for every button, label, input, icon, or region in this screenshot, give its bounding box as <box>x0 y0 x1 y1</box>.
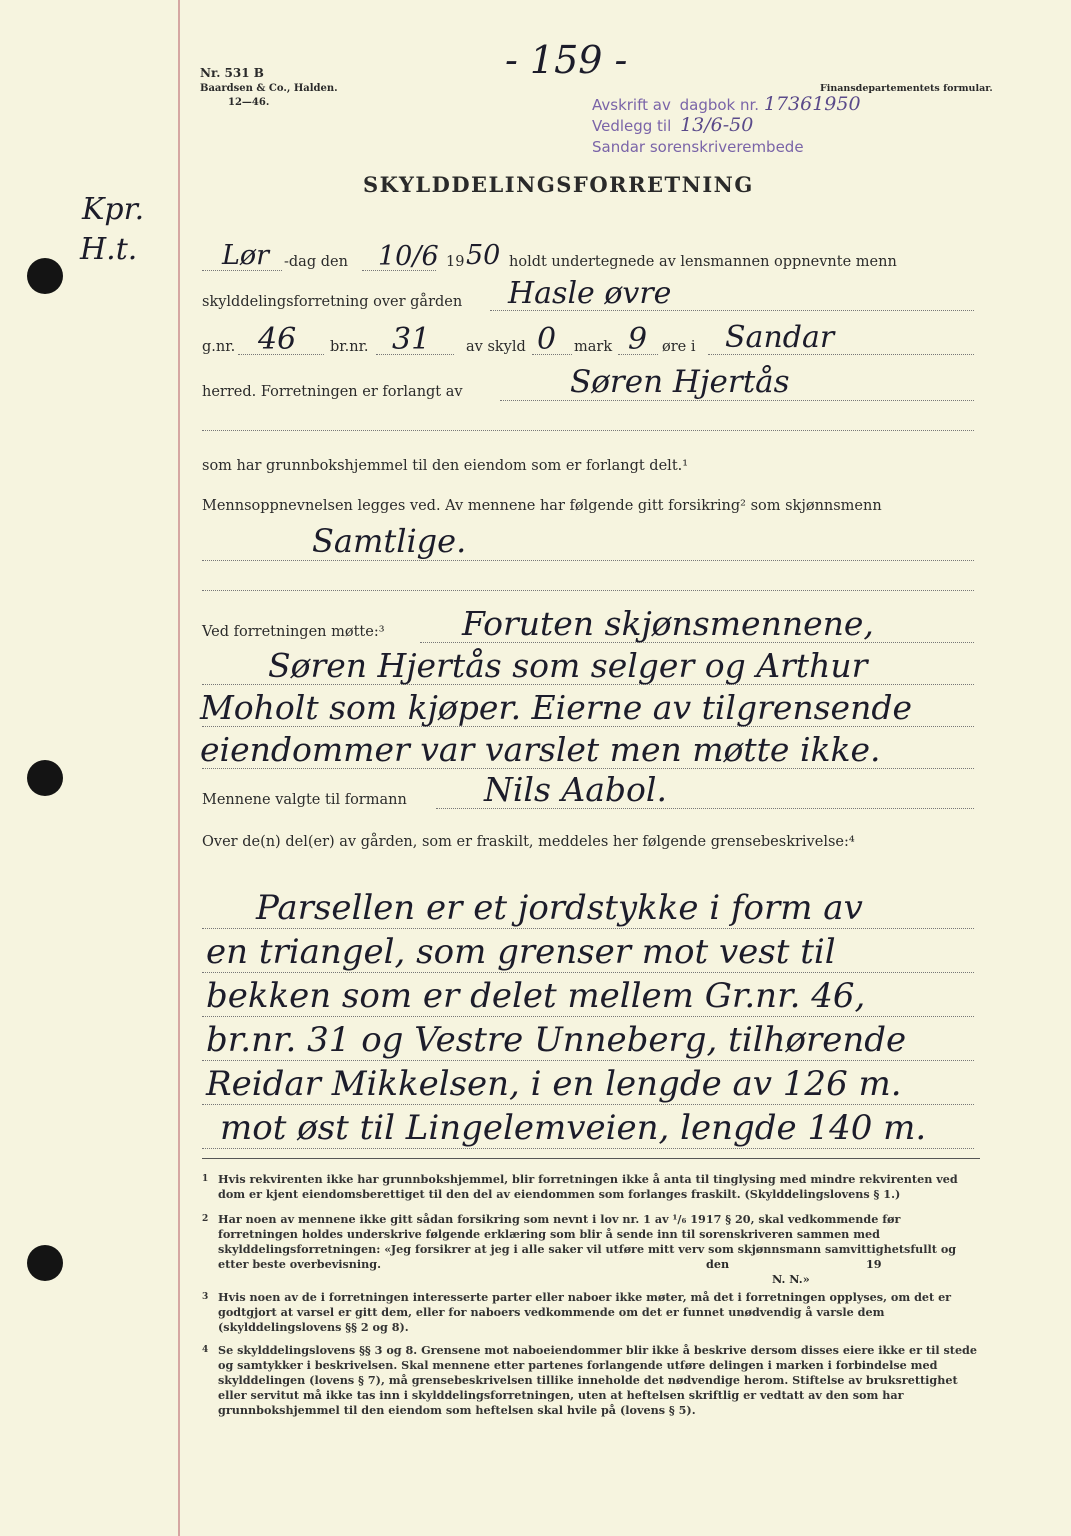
margin-note-2: H.t. <box>80 232 138 267</box>
stamp-line-1: Avskrift av dagbok nr. 17361950 <box>592 93 861 115</box>
margin-note-1: Kpr. <box>82 192 145 227</box>
municipality-handwritten: Sandar <box>725 320 835 355</box>
publisher: Baardsen & Co., Halden. <box>200 83 338 94</box>
grense-handwritten-line: br.nr. 31 og Vestre Unneberg, tilhørende <box>206 1020 907 1060</box>
grense-handwritten-line: Reidar Mikkelsen, i en lengde av 126 m. <box>206 1064 902 1104</box>
motte-handwritten-4: eiendommer var varslet men møtte ikke. <box>200 730 881 769</box>
over-garden-label: skylddelingsforretning over gården <box>202 294 463 310</box>
footnote-4: 4 Se skylddelingslovens §§ 3 og 8. Grensene mot naboeiendommer blir ikke å beskrive dersom disses eiere ikke er til stede og samtykker i beskrivelsen. Skal mennene etter partenes forlangende utføre delingen i marken i forbindelse med skylddelingen (lovens § 7), må grensebeskrivelsen tillike inneholde det nødvendige herom. Stiftelse av bruksrettighet eller servitut må ikke tas inn i skylddelingsforretningen, uten at heftelsen skriftlig er vedtatt av den som har grunnbokshjemmel til den eiendom som heftelsen skal hvile på (lovens § 5). <box>202 1343 978 1417</box>
footnote-2-den: den <box>706 1257 730 1271</box>
ministry-form: Finansdepartementets formular. <box>820 83 993 94</box>
grunnbok-text: som har grunnbokshjemmel til den eiendom som er forlangt delt.¹ <box>202 458 689 474</box>
intro-text: holdt undertegnede av lensmannen oppnevnte menn <box>509 254 897 270</box>
document-title: SKYLDDELINGSFORRETNING <box>363 172 754 197</box>
footnote-rule <box>202 1158 980 1159</box>
brnr-label: br.nr. <box>330 339 369 355</box>
gnr-label: g.nr. <box>202 339 236 355</box>
footnote-2-nn: N. N.» <box>772 1272 810 1286</box>
footnote-2: 2 Har noen av mennene ikke gitt sådan forsikring som nevnt i lov nr. 1 av ¹/₆ 1917 § 20, skal vedkommende før forretningen holdes underskrive følgende erklæring som blir å sende inn til sorenskriveren sammen med skylddelingsforretningen: «Jeg forsikrer at jeg i alle saker vil utføre mitt verv som skjønnsmann samvittighetsfullt og etter beste overbevisning. <box>202 1212 957 1271</box>
requester-handwritten: Søren Hjertås <box>570 364 790 400</box>
day-suffix: -dag den <box>284 254 348 270</box>
requested-by-label: herred. Forretningen er forlangt av <box>202 384 463 400</box>
ore-handwritten: 9 <box>628 322 648 357</box>
year-prefix: 19 <box>446 254 465 270</box>
day-handwritten: Lør <box>222 240 270 271</box>
grensebeskrivelse-label: Over de(n) del(er) av gården, som er fraskilt, meddeles her følgende grensebeskrivelse:⁴ <box>202 834 855 850</box>
year-handwritten: 50 <box>466 240 501 271</box>
stamp-line-3: Sandar sorenskriverembede <box>592 138 804 156</box>
edition: 12—46. <box>228 97 270 108</box>
page-number: - 159 - <box>505 38 628 82</box>
grense-handwritten-line: en triangel, som grenser mot vest til <box>206 932 836 972</box>
ore-label: øre i <box>662 339 696 355</box>
punch-hole <box>27 258 63 294</box>
farm-name-handwritten: Hasle øvre <box>508 276 672 311</box>
punch-hole <box>27 1245 63 1281</box>
footnote-3: 3 Hvis noen av de i forretningen interesserte parter eller naboer ikke møter, må det i forretningen opplyses, om det er godtgjort at varsel er gitt dem, eller for naboers vedkommende om det er funnet unødvendig å varsle dem (skylddelingslovens §§ 2 og 8). <box>202 1290 952 1334</box>
margin-line <box>178 0 180 1536</box>
formann-label: Mennene valgte til formann <box>202 792 407 808</box>
skyld-label: av skyld <box>466 339 526 355</box>
motte-handwritten-1: Foruten skjønsmennene, <box>462 604 874 643</box>
stamp-line-2: Vedlegg til 13/6-50 <box>592 114 754 136</box>
footnote-1: 1 Hvis rekvirenten ikke har grunnbokshjemmel, blir forretningen ikke å anta til tinglysing med mindre rekvirenten ved dom er kjent eiendomsberettiget til den del av eiendommen som forlanges fraskilt. (Skylddelingslovens § 1.) <box>202 1172 958 1201</box>
grense-handwritten-line: bekken som er delet mellem Gr.nr. 46, <box>206 976 866 1016</box>
form-number: Nr. 531 B <box>200 66 264 80</box>
mark-handwritten: 0 <box>537 322 557 357</box>
grense-handwritten-line: mot øst til Lingelemveien, lengde 140 m. <box>220 1108 927 1148</box>
mennsoppnevnelse-text: Mennsoppnevnelsen legges ved. Av mennene har følgende gitt forsikring² som skjønnsmenn <box>202 498 882 514</box>
gnr-handwritten: 46 <box>258 322 297 357</box>
mark-label: mark <box>574 339 613 355</box>
motte-handwritten-3: Moholt som kjøper. Eierne av tilgrensende <box>200 688 912 727</box>
motte-label: Ved forretningen møtte:³ <box>202 624 385 640</box>
grense-handwritten-line: Parsellen er et jordstykke i form av <box>256 888 863 928</box>
date-handwritten: 10/6 <box>378 241 439 272</box>
formann-handwritten: Nils Aabol. <box>484 770 667 809</box>
skjonnsmenn-handwritten: Samtlige. <box>312 522 467 560</box>
footnote-2-19: 19 <box>866 1257 882 1271</box>
punch-hole <box>27 760 63 796</box>
motte-handwritten-2: Søren Hjertås som selger og Arthur <box>268 646 868 685</box>
brnr-handwritten: 31 <box>392 322 431 357</box>
